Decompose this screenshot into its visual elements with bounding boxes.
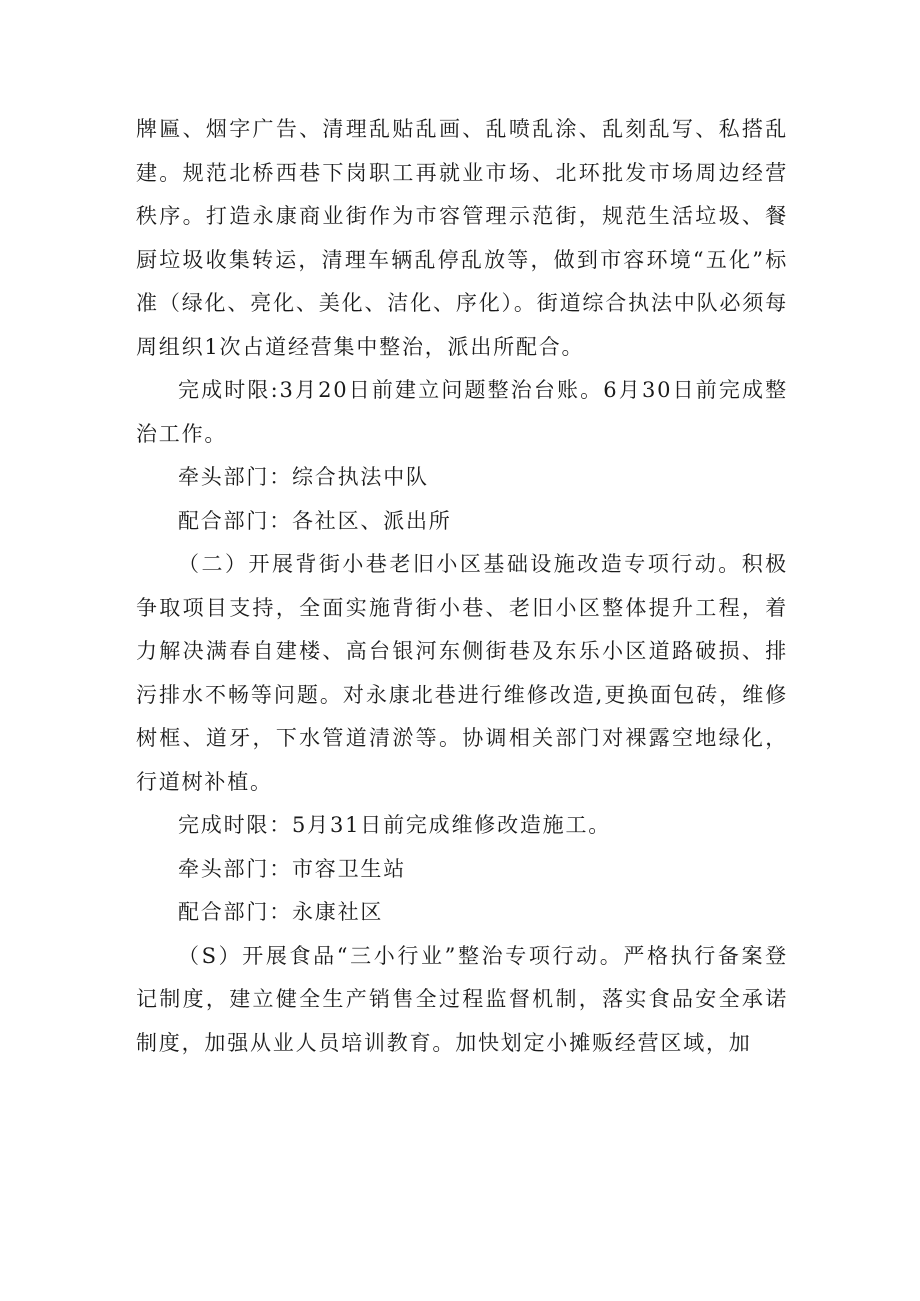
paragraph-support-dept-2: 配合部门：永康社区 — [178, 900, 384, 924]
paragraph-lead-dept-1: 牵头部门：综合执法中队 — [178, 465, 429, 489]
paragraph-section-3-food-industry: （S）开展食品“三小行业”整治专项行动。严格执行备案登记制度，建立健全生产销售全过程监督机制，落实食品安全承诺制度，加强从业人员培训教育。加快划定小摊贩经营区域，加 — [136, 943, 788, 1055]
paragraph-deadline-2: 完成时限：5月31日前完成维修改造施工。 — [178, 813, 612, 837]
paragraph-deadline-1: 完成时限:3月20日前建立问题整治台账。6月30日前完成整治工作。 — [136, 378, 788, 446]
document-page — [136, 108, 788, 1065]
paragraph-lead-dept-2: 牵头部门：市容卫生站 — [178, 856, 406, 881]
paragraph-support-dept-1: 配合部门：各社区、派出所 — [178, 508, 452, 533]
paragraph-city-appearance-continued: 牌匾、烟字广告、清理乱贴乱画、乱喷乱涂、乱刻乱写、私搭乱建。规范北桥西巷下岗职工再就业市场、北环批发市场周边经营秩序。打造永康商业街作为市容管理示范街，规范生活垃圾、餐厨垃圾收集转运，清理车辆乱停乱放等，做到市容环境“五化”标准（绿化、亮化、美化、洁化、序化）。街道综合执法中队必须每周组织1次占道经营集中整治，派出所配合。 — [136, 117, 788, 359]
paragraph-section-2-backstreet-renovation: （二）开展背街小巷老旧小区基础设施改造专项行动。积极争取项目支持，全面实施背街小巷、老旧小区整体提升工程，着力解决满春自建楼、高台银河东侧街巷及东乐小区道路破损、排污排水不畅等问题。对永康北巷进行维修改造,更换面包砖，维修树框、道牙，下水管道清淤等。协调相关部门对裸露空地绿化，行道树补植。 — [136, 552, 788, 794]
